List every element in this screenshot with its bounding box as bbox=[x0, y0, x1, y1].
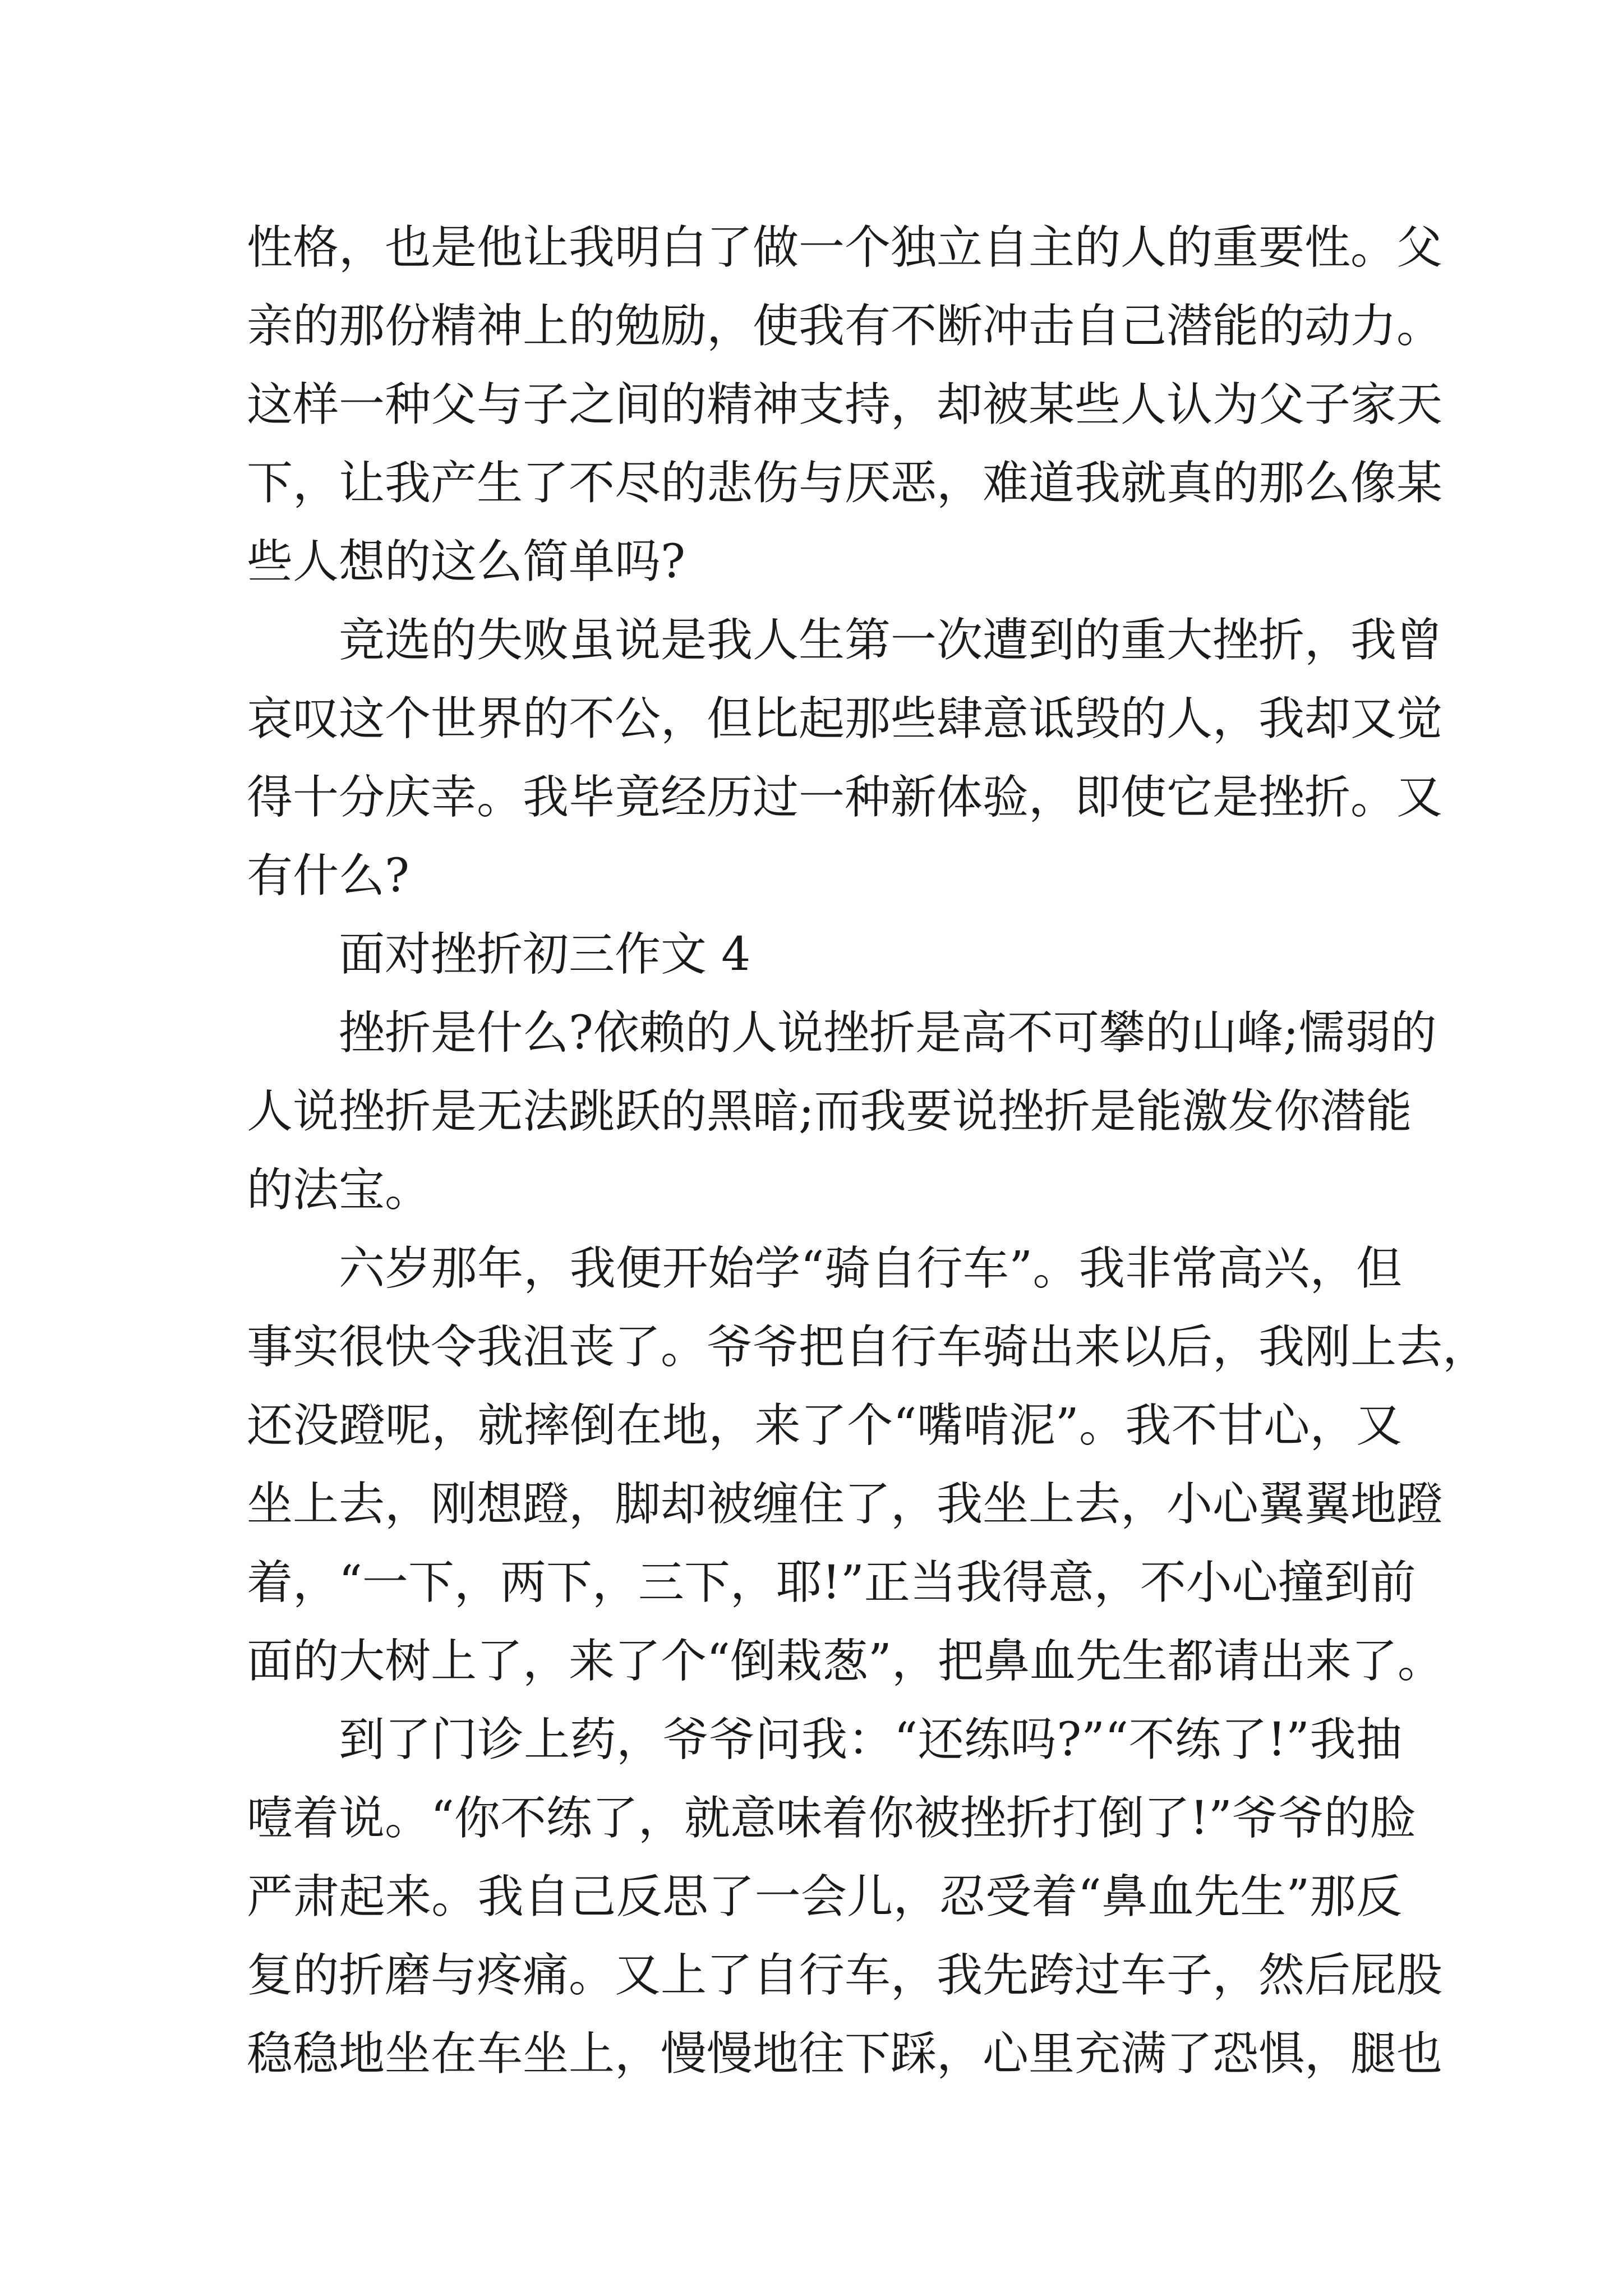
text-line: 人说挫折是无法跳跃的黑暗;而我要说挫折是能激发你潜能 bbox=[247, 1085, 1412, 1138]
text-line: 得十分庆幸。我毕竟经历过一种新体验，即使它是挫折。又 bbox=[247, 771, 1443, 824]
paragraph bbox=[247, 601, 1443, 915]
text-line: 噎着说。“你不练了，就意味着你被挫折打倒了!”爷爷的脸 bbox=[247, 1792, 1416, 1845]
text-line: 些人想的这么简单吗? bbox=[247, 535, 685, 588]
text-line: 稳稳地坐在车坐上，慢慢地往下踩，心里充满了恐惧，腿也 bbox=[247, 2027, 1443, 2081]
text-line: 下，让我产生了不尽的悲伤与厌恶，难道我就真的那么像某 bbox=[247, 457, 1443, 510]
paragraph bbox=[247, 994, 1437, 1230]
text-line: 这样一种父与子之间的精神支持，却被某些人认为父子家天 bbox=[247, 378, 1443, 431]
text-line: 面的大树上了，来了个“倒栽葱”，把鼻血先生都请出来了。 bbox=[247, 1635, 1444, 1688]
text-line: 竞选的失败虽说是我人生第一次遭到的重大挫折，我曾 bbox=[339, 614, 1443, 667]
text-line: 着，“一下，两下，三下，耶!”正当我得意，不小心撞到前 bbox=[247, 1556, 1416, 1609]
text-line: 坐上去，刚想蹬，脚却被缠住了，我坐上去，小心翼翼地蹬 bbox=[247, 1478, 1443, 1531]
text-line: 亲的那份精神上的勉励，使我有不断冲击自己潜能的动力。 bbox=[247, 300, 1443, 353]
paragraph bbox=[247, 1701, 1443, 2093]
heading-text: 面对挫折初三作文 4 bbox=[339, 928, 751, 981]
text-line: 性格，也是他让我明白了做一个独立自主的人的重要性。父 bbox=[247, 221, 1443, 274]
text-line: 事实很快令我沮丧了。爷爷把自行车骑出来以后，我刚上去， bbox=[247, 1320, 1489, 1374]
paragraph bbox=[247, 209, 1443, 601]
paragraph bbox=[247, 1230, 1489, 1701]
text-line: 哀叹这个世界的不公，但比起那些肆意诋毁的人，我却又觉 bbox=[247, 692, 1443, 746]
text-line: 的法宝。 bbox=[247, 1163, 431, 1217]
text-line: 挫折是什么?依赖的人说挫折是高不可攀的山峰;懦弱的 bbox=[339, 1006, 1437, 1060]
text-line: 到了门诊上药，爷爷问我：“还练吗?”“不练了!”我抽 bbox=[339, 1713, 1402, 1766]
text-line: 六岁那年，我便开始学“骑自行车”。我非常高兴，但 bbox=[339, 1242, 1402, 1295]
text-line: 有什么? bbox=[247, 849, 409, 903]
text-line: 还没蹬呢，就摔倒在地，来了个“嘴啃泥”。我不甘心，又 bbox=[247, 1399, 1402, 1452]
body-text bbox=[247, 209, 1489, 2093]
text-line: 严肃起来。我自己反思了一会儿，忍受着“鼻血先生”那反 bbox=[247, 1870, 1402, 1924]
section-heading bbox=[247, 915, 1402, 994]
text-line: 复的折磨与疼痛。又上了自行车，我先跨过车子，然后屁股 bbox=[247, 1949, 1443, 2002]
